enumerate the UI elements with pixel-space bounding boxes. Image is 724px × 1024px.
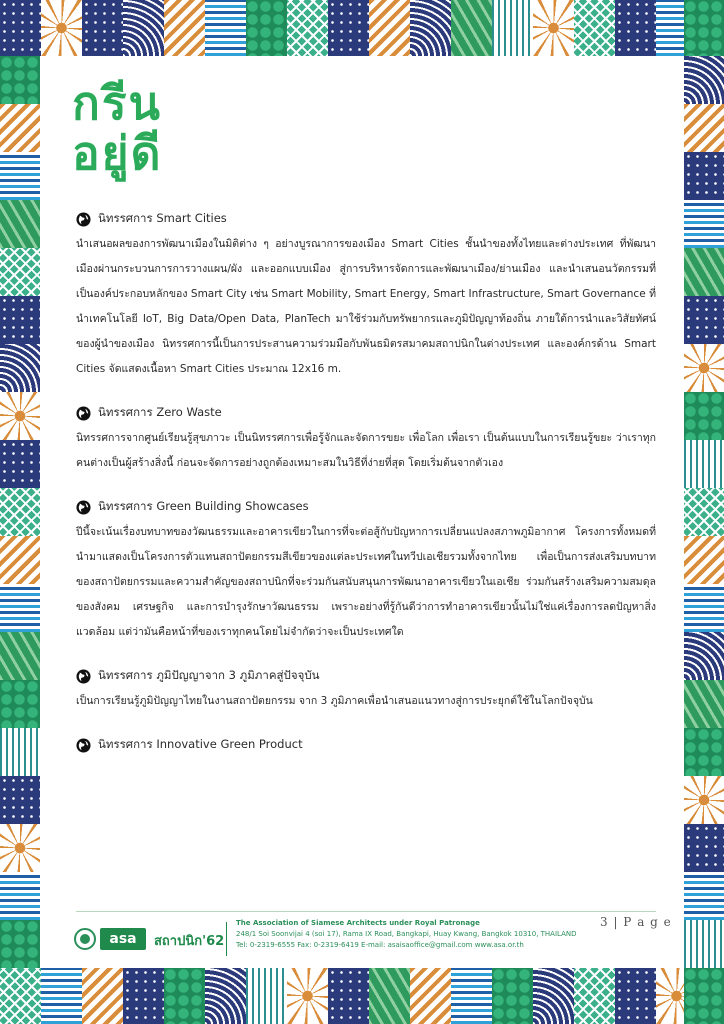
pattern-tile bbox=[533, 968, 574, 1024]
pattern-tile bbox=[684, 56, 724, 104]
pattern-tile bbox=[451, 968, 492, 1024]
pattern-tile bbox=[574, 968, 615, 1024]
section-heading bbox=[76, 667, 656, 685]
pattern-tile bbox=[41, 0, 82, 56]
logo-line-1: กรีน bbox=[72, 76, 163, 130]
pattern-tile bbox=[684, 152, 724, 200]
section-title: นิทรรศการ Green Building Showcases bbox=[98, 499, 309, 513]
section-body: นำเสนอผลของการพัฒนาเมืองในมิติต่าง ๆ อย่างบูรณาการของเมือง Smart Cities ชั้นนำของทั้งไทยและต่างประเทศ ที่พัฒนาเมืองผ่านกระบวนการการวางแผน/ผัง และออกแบบเมือง สู่การบริหารจัดการและพัฒนาเมือง/ย่านเมือง และนำเสนอนวัตกรรมที่เป็นองค์ประกอบหลักของ Smart City เช่น Smart Mobility, Smart Energy, Smart Infrastructure, Smart Governance ที่นำเทคโนโลยี IoT, Big Data/Open Data, PlanTech มาใช้ร่วมกับทรัพยากรและภูมิปัญญาท้องถิ่น ภายใต้การนำและวิสัยทัศน์ของผู้นำของเมือง นิทรรศการนี้เป็นการประสานความร่วมมือกับพันธมิตรสมาคมสถาปนิกในต่างประเทศ และองค์กรด้าน Smart Cities จัดแสดงเนื้อหา Smart Cities ประมาณ 12x16 m. bbox=[76, 238, 656, 375]
logo-line-2: อยู่ดี bbox=[72, 126, 163, 180]
pattern-tile bbox=[0, 584, 40, 632]
pattern-tile bbox=[41, 968, 82, 1024]
pattern-tile bbox=[533, 0, 574, 56]
pattern-tile bbox=[684, 392, 724, 440]
pattern-tile bbox=[684, 968, 724, 1024]
pattern-tile bbox=[615, 968, 656, 1024]
pattern-tile bbox=[0, 296, 40, 344]
footer-address-block bbox=[236, 918, 596, 951]
footer-address: 248/1 Soi Soonvijai 4 (soi 17), Rama IX Road, Bangkapi, Huay Kwang, Bangkok 10310, THAILAND bbox=[236, 930, 577, 938]
pattern-tile bbox=[0, 728, 40, 776]
asa-logo: asa bbox=[100, 928, 146, 950]
pattern-tile bbox=[164, 968, 205, 1024]
pattern-tile bbox=[328, 968, 369, 1024]
pattern-tile bbox=[684, 296, 724, 344]
pattern-tile bbox=[0, 680, 40, 728]
pattern-tile bbox=[123, 968, 164, 1024]
pattern-tile bbox=[684, 824, 724, 872]
pattern-tile bbox=[0, 488, 40, 536]
pattern-tile bbox=[684, 248, 724, 296]
pattern-tile bbox=[0, 776, 40, 824]
globe-icon bbox=[76, 500, 91, 515]
pattern-tile bbox=[684, 728, 724, 776]
pattern-tile bbox=[0, 920, 40, 968]
pattern-tile bbox=[684, 440, 724, 488]
globe-icon bbox=[76, 669, 91, 684]
pattern-tile bbox=[0, 344, 40, 392]
pattern-tile bbox=[328, 0, 369, 56]
pattern-tile bbox=[0, 824, 40, 872]
section-body: นิทรรศการจากศูนย์เรียนรู้สุขภาวะ เป็นนิทรรศการเพื่อรู้จักและจัดการขยะ เพื่อโลก เพื่อเรา เป็นต้นแบบในการเรียนรู้ขยะ ว่าเราทุกคนต่างเป็นผู้สร้างสิ่งนี้ ก่อนจะจัดการอย่างถูกต้องเหมาะสมในวิธีที่ง่ายที่สุด โดยเริ่มต้นจากตัวเอง bbox=[76, 432, 656, 469]
section-innovative-green-product bbox=[76, 736, 656, 754]
pattern-tile bbox=[684, 0, 724, 56]
pattern-tile bbox=[246, 0, 287, 56]
pattern-tile bbox=[0, 104, 40, 152]
section-heading bbox=[76, 498, 656, 516]
page-number: 3 | P a g e bbox=[600, 915, 672, 929]
pattern-tile bbox=[0, 392, 40, 440]
pattern-tile bbox=[574, 0, 615, 56]
pattern-tile bbox=[684, 536, 724, 584]
pattern-tile bbox=[684, 584, 724, 632]
pattern-tile bbox=[410, 0, 451, 56]
section-body: ปีนี้จะเน้นเรื่องบทบาทของวัฒนธรรมและอาคารเขียวในการที่จะต่อสู้กับปัญหาการเปลี่ยนแปลงสภาพภูมิอากาศ โครงการทั้งหมดที่นำมาแสดงเป็นโครงการตัวแทนสถาปัตยกรรมสีเขียวของแต่ละประเทศในทวีปเอเชียรวมทั้งจากไทย เพื่อเป็นการส่งเสริมบทบาทของสถาปัตยกรรมและความสำคัญของสถาปนิกที่จะร่วมกันสนับสนุนการพัฒนาอาคารเขียวในเอเชีย ร่วมกันสร้างเสริมความสมดุลของสังคม เศรษฐกิจ และการบำรุงรักษาวัฒนธรรม เพราะอย่างที่รู้กันดีว่าการทำอาคารเขียวนั้นไม่ใช่แค่เรื่องการลดปัญหาสิ่งแวดล้อม แต่ว่ามันคือหน้าที่ของเราทุกคนโดยไม่จำกัดว่าจะเป็นประเทศใด bbox=[76, 526, 656, 638]
pattern-tile bbox=[684, 104, 724, 152]
pattern-tile bbox=[164, 0, 205, 56]
section-title: นิทรรศการ Zero Waste bbox=[98, 405, 222, 419]
exhibition-list bbox=[76, 210, 656, 776]
royal-seal-icon bbox=[74, 928, 96, 950]
pattern-tile bbox=[0, 872, 40, 920]
pattern-tile bbox=[0, 152, 40, 200]
pattern-tile bbox=[82, 0, 123, 56]
pattern-tile bbox=[205, 0, 246, 56]
section-zero-waste bbox=[76, 404, 656, 476]
pattern-tile bbox=[0, 440, 40, 488]
footer-org-name: The Association of Siamese Architects under Royal Patronage bbox=[236, 919, 480, 927]
pattern-tile bbox=[0, 632, 40, 680]
section-title: นิทรรศการ Innovative Green Product bbox=[98, 737, 303, 751]
globe-icon bbox=[76, 406, 91, 421]
pattern-tile bbox=[684, 872, 724, 920]
pattern-tile bbox=[0, 968, 41, 1024]
section-heading bbox=[76, 736, 656, 754]
pattern-tile bbox=[369, 0, 410, 56]
section-title: นิทรรศการ ภูมิปัญญาจาก 3 ภูมิภาคสู่ปัจจุบัน bbox=[98, 668, 320, 682]
pattern-tile bbox=[492, 0, 533, 56]
globe-icon bbox=[76, 738, 91, 753]
pattern-tile bbox=[287, 0, 328, 56]
green-living-logo bbox=[72, 78, 192, 178]
pattern-tile bbox=[410, 968, 451, 1024]
pattern-tile bbox=[246, 968, 287, 1024]
section-title: นิทรรศการ Smart Cities bbox=[98, 211, 227, 225]
pattern-tile bbox=[615, 0, 656, 56]
pattern-tile bbox=[287, 968, 328, 1024]
pattern-tile bbox=[492, 968, 533, 1024]
section-local-wisdom bbox=[76, 667, 656, 714]
pattern-tile bbox=[0, 248, 40, 296]
pattern-tile bbox=[684, 776, 724, 824]
pattern-tile bbox=[82, 968, 123, 1024]
pattern-tile bbox=[0, 536, 40, 584]
pattern-tile bbox=[123, 0, 164, 56]
footer-vertical-divider bbox=[226, 922, 227, 956]
pattern-tile bbox=[684, 344, 724, 392]
section-green-building bbox=[76, 498, 656, 645]
pattern-tile bbox=[205, 968, 246, 1024]
pattern-tile bbox=[0, 200, 40, 248]
pattern-tile bbox=[684, 488, 724, 536]
section-heading bbox=[76, 404, 656, 422]
section-heading bbox=[76, 210, 656, 228]
pattern-tile bbox=[684, 632, 724, 680]
section-body: เป็นการเรียนรู้ภูมิปัญญาไทยในงานสถาปัตยกรรม จาก 3 ภูมิภาคเพื่อนำเสนอแนวทางสู่การประยุกต์ใช้ในโลกปัจจุบัน bbox=[76, 695, 593, 707]
globe-icon bbox=[76, 212, 91, 227]
pattern-tile bbox=[684, 920, 724, 968]
pattern-tile bbox=[451, 0, 492, 56]
pattern-tile bbox=[0, 0, 41, 56]
pattern-tile bbox=[684, 200, 724, 248]
pattern-tile bbox=[0, 56, 40, 104]
pattern-tile bbox=[369, 968, 410, 1024]
pattern-tile bbox=[684, 680, 724, 728]
footer-contact: Tel: 0-2319-6555 Fax: 0-2319-6419 E-mail: asaisaoffice@gmail.com www.asa.or.th bbox=[236, 941, 524, 949]
section-smart-cities bbox=[76, 210, 656, 382]
footer-divider bbox=[76, 911, 656, 912]
asa-event-logo: สถาปนิก'62 bbox=[154, 934, 225, 949]
